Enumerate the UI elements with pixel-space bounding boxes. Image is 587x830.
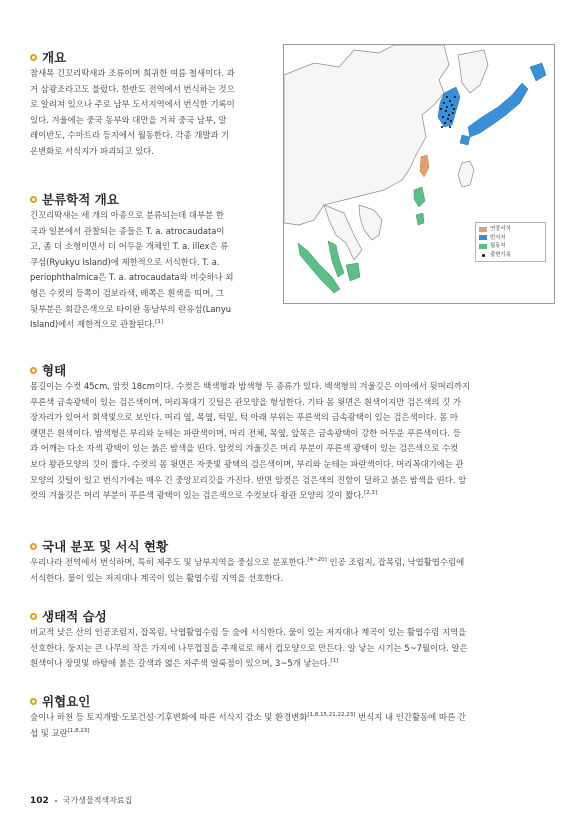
book-title: 국가생물적색자료집	[62, 796, 133, 805]
section-title-ecology: 생태적 습성	[30, 607, 107, 625]
page-footer	[30, 795, 132, 806]
citation: [1,8,15,21,22,23]	[307, 712, 356, 719]
citation: [1]	[330, 658, 339, 665]
distribution-paragraph: 우리나라 전역에서 번식하며, 특히 제주도 및 남부지역을 중심으로 분포한다.[4~20] 인공 조림지, 잡목림, 낙엽활엽수림에 서식한다. 물이 있는 저지대나 계곡이 있는 활엽수림 지역을 선호한다.	[30, 557, 465, 583]
section-title-morphology: 형태	[30, 361, 66, 379]
taxonomy-paragraph: 긴꼬리딱새는 세 개의 아종으로 분류되는데 대부분 한 국과 일본에서 관찰되는 종들은 T. a. atrocaudata이 고, 좀 더 소형이면서 더 어두운 개체인 T. a. illex은 류 쿠섬(Ryukyu Island)에 제한적으로 서식한다. T. a. periophthalmica은 T. a. atrocaudata와 비슷하나 외 형은 수컷의 등쪽이 검보라색, 배쪽은 흰색을 띠며, 그 뒷부분은 회갈은색으로 타이완 동남부의 란유섬(Lanyu Island)에서 제한적으로 관찰된다.[1]	[30, 210, 234, 330]
land-outlines	[284, 45, 488, 260]
legend-swatch	[479, 235, 487, 240]
citation: [2,3]	[363, 490, 377, 497]
legend-swatch	[479, 227, 487, 232]
legend-swatch	[479, 244, 487, 249]
circle-bullet-icon	[30, 54, 37, 61]
circle-bullet-icon	[30, 543, 37, 550]
east-asia-map-svg	[284, 45, 554, 303]
circle-bullet-icon	[30, 367, 37, 374]
section-title-threats: 위협요인	[30, 692, 90, 710]
citation: [4~20]	[307, 557, 327, 564]
threats-paragraph: 숲이나 하천 등 토지개발·도로건설·기후변화에 따른 서식지 감소 및 환경변화[1,8,15,21,22,23] 번식지 내 인간활동에 따른 간 섭 및 교란[1,8,23]	[30, 712, 466, 738]
legend-item: 월동지	[479, 242, 542, 251]
legend-item: 번식지	[479, 234, 542, 243]
citation: [1,8,23]	[67, 727, 90, 734]
separator-dot-icon	[55, 800, 57, 802]
citation: [1]	[155, 319, 163, 326]
section-title-overview: 개요	[30, 48, 66, 66]
circle-bullet-icon	[30, 698, 37, 705]
legend-item: 출현기록	[479, 251, 542, 260]
legend-item: 연중서식	[479, 225, 542, 234]
overview-paragraph: 참새목 긴꼬리딱새과 조류이며 희귀한 여름 철새이다. 과 거 삼광조라고도 불렀다. 한반도 전역에서 번식하는 것으 로 알려져 있으나 주로 남부 도서지역에서 번식한 기록이 있다. 겨울에는 중국 동부와 대만을 거쳐 중국 남부, 말 레이반도, 수마트라 등지에서 월동한다. 각종 개발과 기 온변화로 서식지가 파괴되고 있다.	[30, 68, 235, 156]
section-title-distribution: 국내 분포 및 서식 현황	[30, 537, 168, 555]
taiwan-year-round	[420, 155, 429, 177]
map-legend	[475, 222, 546, 262]
section-title-taxonomy: 분류학적 개요	[30, 190, 119, 208]
circle-bullet-icon	[30, 613, 37, 620]
page-number: 102	[30, 795, 49, 806]
circle-bullet-icon	[30, 196, 37, 203]
distribution-map	[283, 44, 555, 304]
morphology-paragraph: 몸길이는 수컷 45cm, 암컷 18cm이다. 수컷은 백색형과 밤색형 두 종류가 있다. 백색형의 겨울깃은 이마에서 뒷머리까지 푸른색 금속광택이 있는 검은색이며, 머리꼭대기 깃털은 관모양을 형성한다. 기타 몸 윗면은 흰색이지만 검은색의 깃 가 장자리가 있어서 회색빛으로 보인다. 머리 옆, 목옆, 턱밑, 턱 아래 부위는 푸른색의 금속광택이 있는 검은색이다. 몸 아 랫면은 흰색이다. 밤색형은 부리와 눈테는 파란색이며, 머리 전체, 목옆, 앞목은 금속광택이 강한 어두운 푸른색이다. 등 과 어깨는 다소 자색 광택이 있는 붉은 밤색을 띤다. 암컷의 겨울깃은 머리 부분이 푸른색 광택이 있는 검은색으로 수컷 보다 왕관모양의 깃이 짧다. 수컷의 몸 윗면은 자줏빛 광택의 검은색이며, 부리와 눈테는 파란색이다. 머리꼭대기에는 관 모양의 깃털이 있고 번식기에는 매우 긴 중앙꼬리깃을 가진다. 반면 암컷은 검은색의 진함이 덜하고 붉은 밤색을 띤다. 암 컷의 겨울깃은 머리 부분이 푸른색 광택이 있는 검은색으로 수컷보다 왕관 모양의 깃이 짧다.[2,3]	[30, 381, 470, 501]
ecology-paragraph: 비교적 낮은 산의 인공조림지, 잡목림, 낙엽활엽수림 등 숲에 서식한다. 물이 있는 저지대나 계곡이 있는 활엽수림 지역을 선호한다. 둥지는 큰 나무의 작은 가지에 나무껍질을 주재료로 해서 컵모양으로 만든다. 알 낳는 시기는 5~7월이다. 알은 흰색이나 장밋빛 바탕에 붉은 갈색과 엷은 자주색 얼룩점이 있으며, 3~5개 낳는다.[1]	[30, 627, 468, 669]
legend-dot-icon	[482, 254, 485, 257]
